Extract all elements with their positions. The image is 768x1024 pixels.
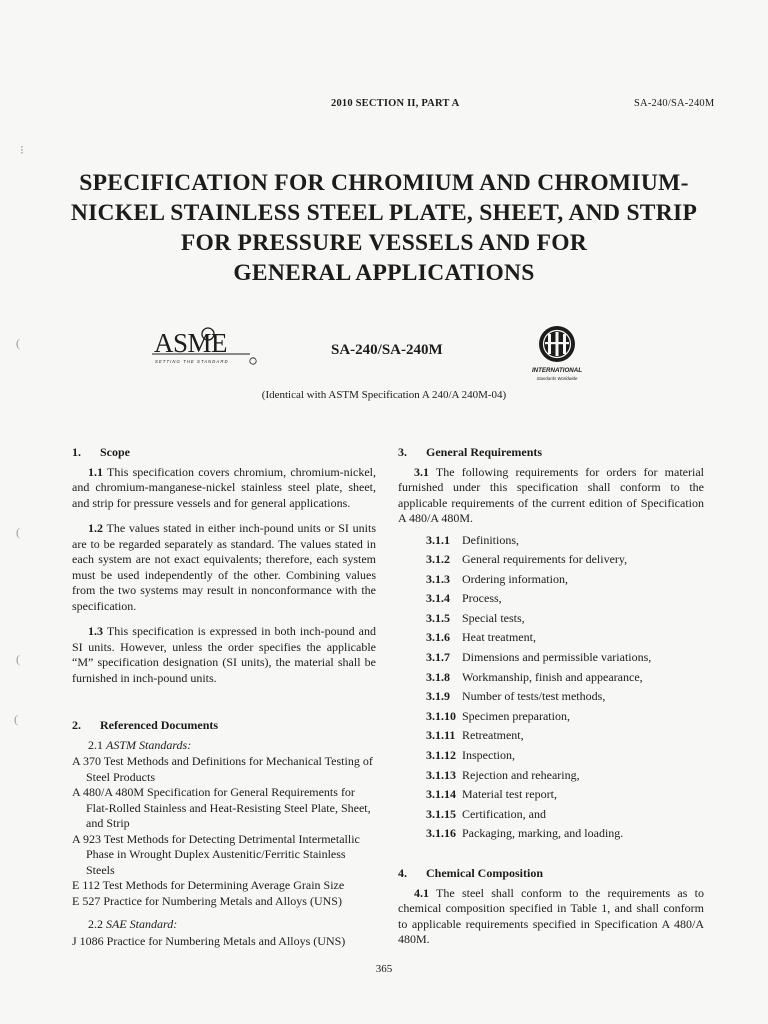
- subsection-title: ASTM Standards:: [106, 737, 192, 752]
- paragraph-text: This specification covers chromium, chromium-nickel, and chromium-manganese-nickel stainless steel plate, sheet, and strip for pressure vessels and for general applications.: [72, 464, 376, 510]
- subsection-heading: [72, 738, 376, 754]
- item-number: 3.1.3: [426, 571, 450, 586]
- designation-label: SA-240/SA-240M: [331, 342, 443, 358]
- item-text: Number of tests/test methods,: [462, 689, 606, 704]
- list-item: [398, 628, 704, 648]
- section-number: 4.: [398, 866, 407, 880]
- list-item: [398, 824, 704, 844]
- item-text: Ordering information,: [462, 571, 568, 586]
- item-number: 3.1.9: [426, 689, 450, 704]
- list-item: [398, 609, 704, 629]
- reference-item: E 112 Test Methods for Determining Average Grain Size: [72, 878, 345, 892]
- item-text: Process,: [462, 591, 502, 606]
- subsection-title: SAE Standard:: [106, 917, 178, 931]
- reference-item: A 923 Test Methods for Detecting Detrimental Intermetallic Phase in Wrought Duplex Austenitic/Ferritic Stainless Steels: [72, 831, 360, 877]
- item-number: 3.1.15: [426, 806, 456, 821]
- section-heading-chemical: [398, 866, 704, 882]
- subsection-heading: [72, 917, 376, 933]
- list-item: [398, 550, 704, 570]
- running-header-right: SA-240/SA-240M: [634, 98, 715, 109]
- asme-logo-icon: [150, 322, 262, 372]
- identical-note: (Identical with ASTM Specification A 240/A 240M-04): [261, 389, 507, 401]
- section-heading-scope: [72, 445, 376, 461]
- item-text: Workmanship, finish and appearance,: [462, 669, 643, 684]
- section-title: Scope: [100, 445, 130, 459]
- section-number: 1.: [72, 445, 81, 459]
- list-item: [398, 707, 704, 727]
- left-column: [72, 445, 376, 949]
- item-text: Special tests,: [462, 610, 525, 625]
- reference-item: A 370 Test Methods and Definitions for Mechanical Testing of Steel Products: [72, 754, 373, 784]
- item-number: 3.1.4: [426, 591, 450, 606]
- paragraph-number: 1.1: [88, 464, 103, 479]
- list-item: [398, 570, 704, 590]
- list-item: [398, 785, 704, 805]
- list-item: [398, 746, 704, 766]
- list-item: [398, 805, 704, 825]
- requirements-list: [398, 531, 704, 845]
- section-title: General Requirements: [426, 445, 543, 459]
- paragraph: [72, 465, 376, 512]
- document-title: [60, 168, 708, 288]
- section-number: 3.: [398, 445, 407, 459]
- paragraph: [398, 886, 704, 948]
- subsection-number: 2.2: [88, 917, 103, 931]
- item-text: Specimen preparation,: [462, 708, 570, 723]
- list-item: [398, 766, 704, 786]
- paragraph-number: 3.1: [414, 464, 429, 479]
- item-number: 3.1.12: [426, 748, 456, 763]
- item-text: Material test report,: [462, 787, 557, 802]
- item-number: 3.1.1: [426, 532, 450, 547]
- reference-item: J 1086 Practice for Numbering Metals and Alloys (UNS): [72, 933, 346, 948]
- margin-mark-icon: ⁝: [20, 143, 24, 157]
- paragraph: [72, 624, 376, 686]
- title-line: SPECIFICATION FOR CHROMIUM AND CHROMIUM-: [79, 170, 689, 196]
- reference-item: A 480/A 480M Specification for General Requirements for Flat-Rolled Stainless and Heat-Resisting Steel Plate, Sheet, and Strip: [72, 785, 371, 830]
- item-number: 3.1.5: [426, 610, 450, 625]
- list-item: [398, 687, 704, 707]
- paragraph: [398, 465, 704, 527]
- item-text: Inspection,: [462, 748, 515, 763]
- section-heading-referenced: [72, 718, 376, 734]
- margin-mark-icon: (: [16, 525, 20, 539]
- margin-mark-icon: (: [16, 652, 20, 666]
- paragraph-number: 1.2: [88, 521, 103, 535]
- item-text: Retreatment,: [462, 728, 524, 743]
- item-number: 3.1.16: [426, 826, 456, 841]
- item-text: Dimensions and permissible variations,: [462, 650, 652, 665]
- section-number: 2.: [72, 718, 81, 732]
- item-text: Heat treatment,: [462, 630, 536, 645]
- paragraph-number: 1.3: [88, 624, 103, 638]
- astm-logo-icon: [530, 322, 584, 386]
- section-title: Referenced Documents: [100, 718, 219, 732]
- page-number: 365: [375, 963, 393, 975]
- right-column: [398, 445, 704, 958]
- list-item: [398, 648, 704, 668]
- subsection-number: 2.1: [88, 737, 103, 752]
- item-number: 3.1.13: [426, 767, 456, 782]
- asme-tagline: SETTING THE STANDARD: [155, 359, 229, 364]
- running-header-left: 2010 SECTION II, PART A: [331, 98, 460, 109]
- item-number: 3.1.2: [426, 552, 450, 567]
- item-number: 3.1.14: [426, 787, 456, 802]
- item-number: 3.1.6: [426, 630, 450, 645]
- item-number: 3.1.10: [426, 708, 456, 723]
- item-number: 3.1.8: [426, 669, 450, 684]
- reference-item: E 527 Practice for Numbering Metals and Alloys (UNS): [72, 893, 342, 908]
- title-line: FOR PRESSURE VESSELS AND FOR: [180, 230, 588, 256]
- title-line: GENERAL APPLICATIONS: [233, 260, 535, 286]
- margin-mark-icon: (: [16, 336, 20, 350]
- asme-logo-text: ASME: [154, 328, 228, 358]
- item-text: Rejection and rehearing,: [462, 767, 580, 782]
- paragraph-text: The values stated in either inch-pound units or SI units are to be regarded separately as standard. The values stated in each system are not exact equivalents; therefore, each system must be used independently of the other. Combining values from the two systems may result in nonconformance with the specification.: [72, 521, 376, 613]
- astm-logo-line1: INTERNATIONAL: [531, 367, 583, 374]
- title-line: NICKEL STAINLESS STEEL PLATE, SHEET, AND STRIP: [70, 200, 698, 226]
- item-text: Certification, and: [462, 806, 546, 821]
- list-item: [398, 589, 704, 609]
- paragraph-text: The following requirements for orders for material furnished under this specification shall conform to the applicable requirements of the current edition of Specification A 480/A 480M.: [398, 464, 704, 525]
- list-item: [398, 668, 704, 688]
- item-number: 3.1.7: [426, 650, 450, 665]
- item-number: 3.1.11: [426, 728, 456, 743]
- item-text: Packaging, marking, and loading.: [462, 826, 624, 841]
- section-heading-general: [398, 445, 704, 461]
- paragraph: [72, 521, 376, 614]
- item-text: Definitions,: [462, 532, 519, 547]
- paragraph-text: This specification is expressed in both inch-pound and SI units. However, unless the order specifies the applicable “M” specification designation (SI units), the material shall be furnished in inch-pound units.: [72, 624, 376, 685]
- paragraph-number: 4.1: [414, 885, 429, 900]
- margin-mark-icon: (: [14, 712, 18, 726]
- paragraph-text: The steel shall conform to the requirements as to chemical composition specified in Table 1, and shall conform to applicable requirements specified in Specification A 480/A 480M.: [398, 885, 704, 946]
- list-item: [398, 531, 704, 551]
- item-text: General requirements for delivery,: [462, 552, 628, 567]
- list-item: [398, 726, 704, 746]
- astm-logo-line2: Standards Worldwide: [536, 376, 578, 381]
- section-title: Chemical Composition: [426, 866, 543, 880]
